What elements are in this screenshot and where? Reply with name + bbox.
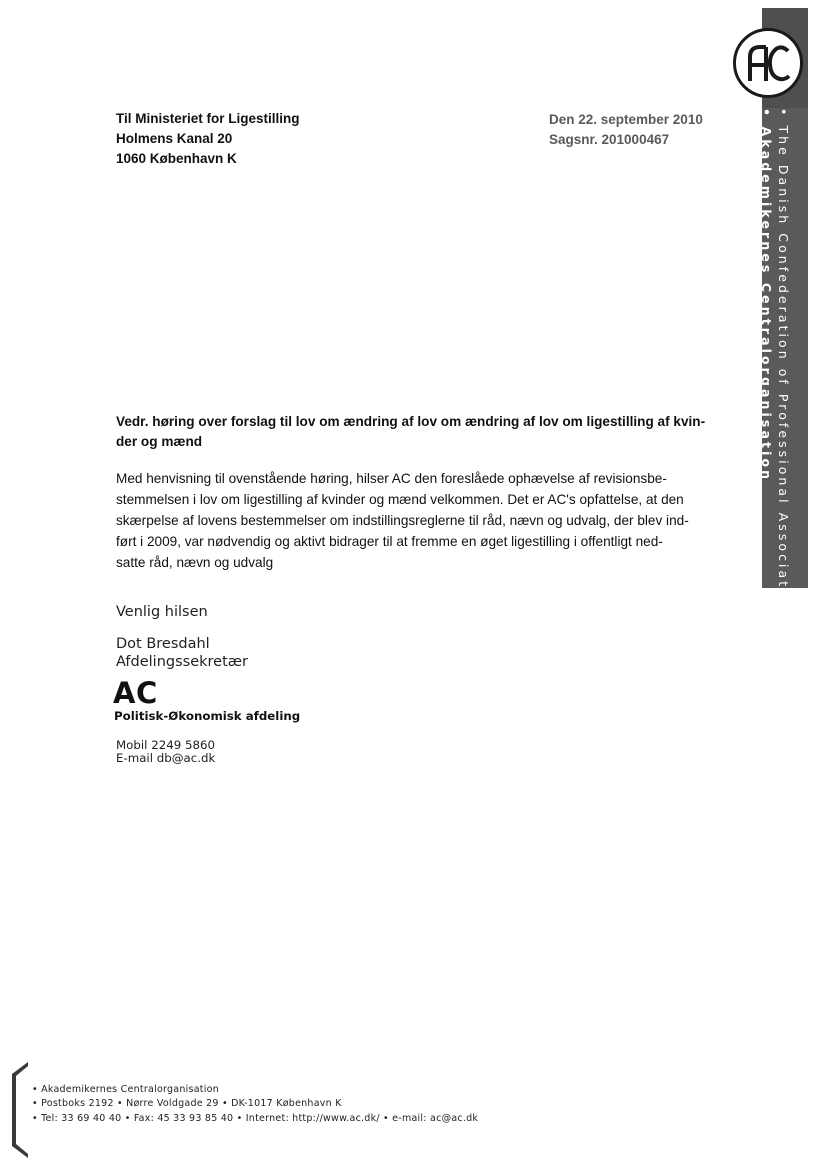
recipient-line-2: Holmens Kanal 20 [116,131,233,146]
footer-line-1: • Akademikernes Centralorganisation [32,1084,220,1095]
closing-greeting: Venlig hilsen [116,604,208,620]
letter-date: Den 22. september 2010 [549,112,703,127]
signer-email: E-mail db@ac.dk [116,751,216,765]
case-number: Sagsnr. 201000467 [549,132,670,147]
body-line-3: skærpelse af lovens bestemmelser om indstillingsreglerne til råd, nævn og udvalg, der blev ind- [116,513,689,528]
signer-title: Afdelingssekretær [116,654,248,670]
footer-line-2: • Postboks 2192 • Nørre Voldgade 29 • DK-1017 København K [32,1098,342,1109]
body-line-5: satte råd, nævn og udvalg [116,555,274,570]
subject-line-1: Vedr. høring over forslag til lov om ændring af lov om ændring af lov om ligestilling af kvin- [116,414,706,429]
org-wordmark: AC [113,676,158,710]
ac-logo [733,28,803,98]
body-line-2: stemmelsen i lov om ligestilling af kvinder og mænd velkommen. Det er AC's opfattelse, at den [116,492,684,507]
ac-logo-mark-icon [736,31,800,95]
body-line-1: Med henvisning til ovenstående høring, hilser AC den foreslåede ophævelse af revisionsbe- [116,471,667,486]
brand-tagline-danish: • Akademikernes Centralorganisation [759,108,774,483]
recipient-line-3: 1060 København K [116,151,237,166]
brand-tagline-english: • The Danish Confederation of Professional Associations [776,108,791,627]
department-name: Politisk-Økonomisk afdeling [114,709,301,723]
recipient-line-1: Til Ministeriet for Ligestilling [116,111,300,126]
footer-corner-mark-icon [12,1062,28,1158]
subject-line-2: der og mænd [116,434,203,449]
footer-line-3: • Tel: 33 69 40 40 • Fax: 45 33 93 85 40 • Internet: http://www.ac.dk/ • e-mail: ac@ac.dk [32,1113,479,1124]
signer-name: Dot Bresdahl [116,636,210,652]
body-line-4: ført i 2009, var nødvendig og aktivt bidrager til at fremme en øget ligestilling i offentligt ned- [116,534,663,549]
signer-mobile: Mobil 2249 5860 [116,738,215,752]
